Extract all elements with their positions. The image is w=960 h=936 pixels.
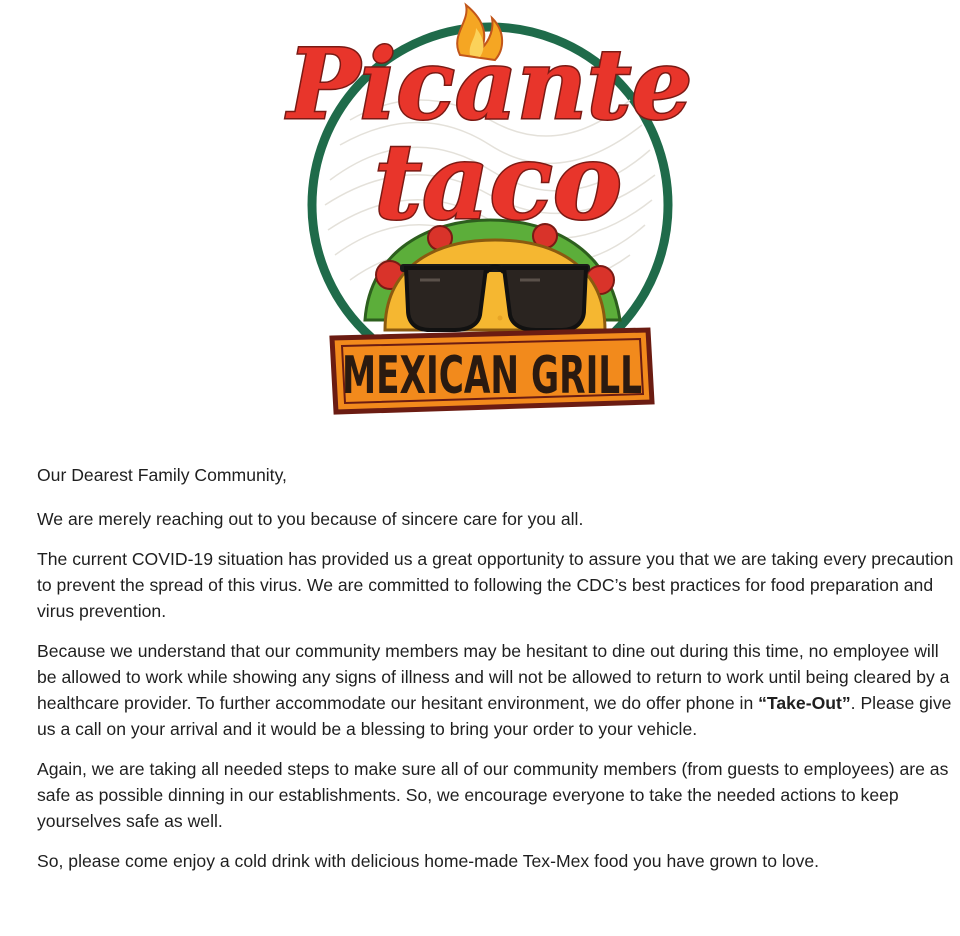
logo-title-line1: Picante: [287, 28, 693, 141]
logo-banner-text: MEXICAN GRILL: [342, 346, 642, 406]
letter-greeting: Our Dearest Family Community,: [37, 465, 287, 485]
letter-body: [37, 462, 957, 888]
letter-paragraph-3: [37, 638, 957, 742]
letter-paragraph-4: Again, we are taking all needed steps to make sure all of our community members (from guests to employees) are as safe as possible dinning in our establishments. So, we encourage everyone to take the needed actions to keep yourselves safe as well.: [37, 759, 949, 831]
restaurant-logo: [287, 0, 693, 420]
logo-graphic: [287, 0, 693, 420]
letter-paragraph-3-end: . Please give us a call on your arrival and it would be a blessing to bring your order to your vehicle.: [37, 693, 952, 739]
letter-paragraph-2: The current COVID-19 situation has provided us a great opportunity to assure you that we are taking every precaution to prevent the spread of this virus. We are committed to following the CDC’s best practices for food preparation and virus prevention.: [37, 549, 954, 621]
logo-title-line2: taco: [373, 120, 623, 243]
letter-paragraph-1: We are merely reaching out to you because of sincere care for you all.: [37, 509, 584, 529]
letter-paragraph-3-start: Because we understand that our community members may be hesitant to dine out during this time, no employee will be allowed to work while showing any signs of illness and will not be allowed to return to work until being cleared by a healthcare provider. To further accommodate our hesitant environment, we do offer phone in: [37, 641, 950, 713]
letter-paragraph-5: So, please come enjoy a cold drink with delicious home-made Tex-Mex food you have grown to love.: [37, 851, 820, 871]
take-out-emphasis: “Take-Out”: [758, 693, 851, 713]
